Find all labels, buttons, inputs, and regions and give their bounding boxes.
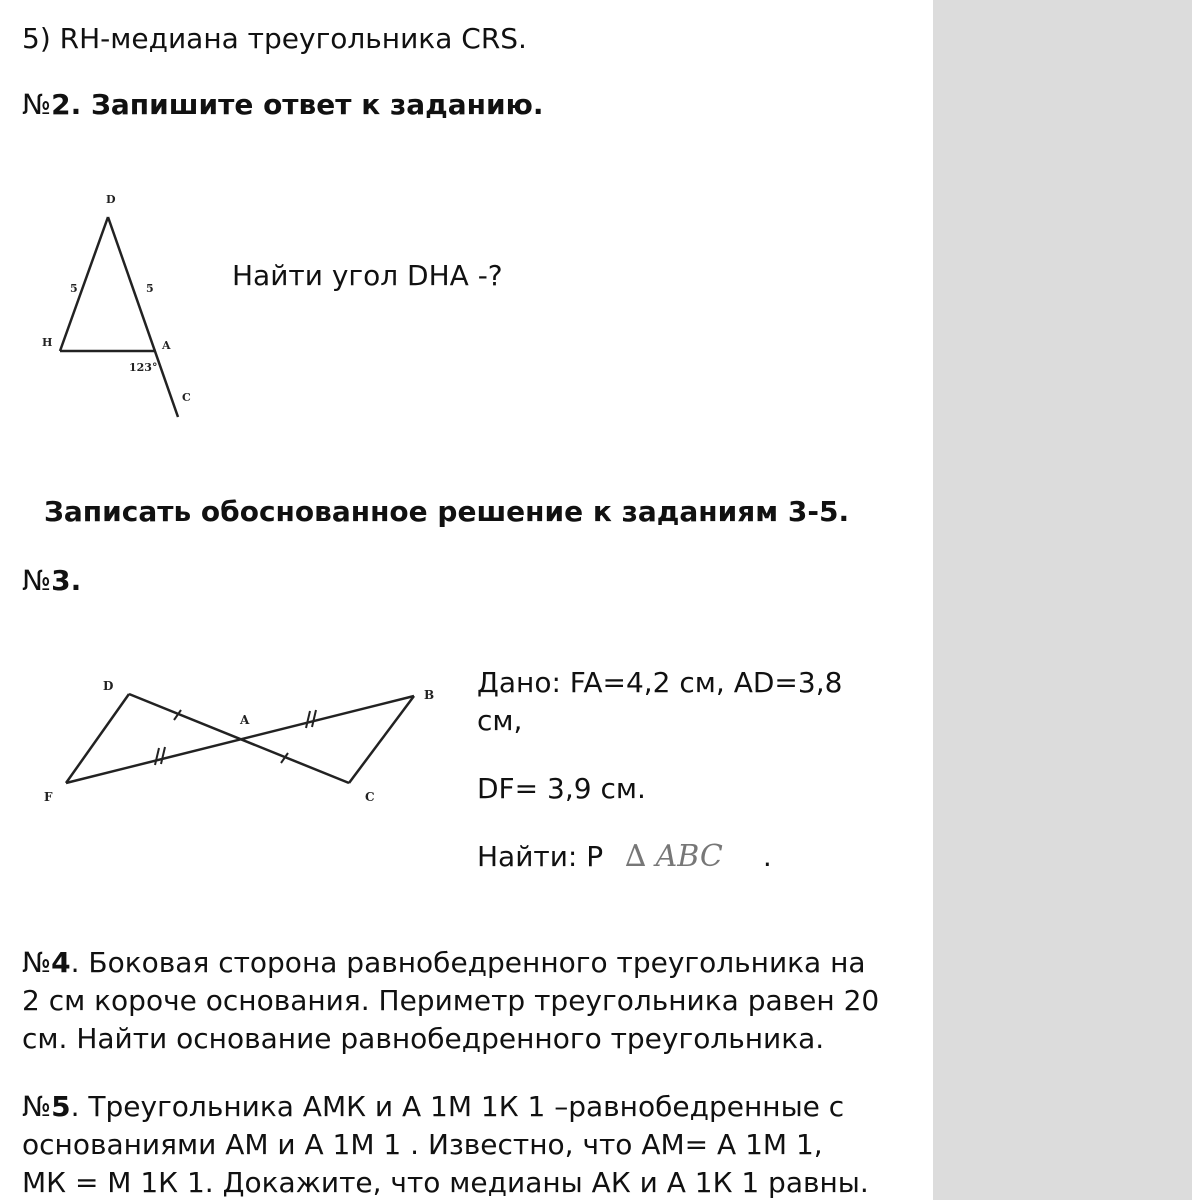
task2-heading-text: 2. Запишите ответ к заданию. (51, 88, 544, 121)
task3-heading (22, 562, 81, 600)
task3-number: 3. (51, 564, 82, 597)
task3-given-line2: см, (477, 704, 523, 737)
label-h: H (42, 336, 53, 349)
task5-line3: МК = М 1К 1. Докажите, что медианы АК и А 1К 1 равны. (22, 1166, 869, 1199)
task3-find-formula: ∆ ABC (625, 839, 723, 874)
label-d: D (103, 679, 114, 693)
side-dh (60, 217, 108, 351)
task3-find (477, 838, 772, 876)
task4-number-sign: № (22, 946, 52, 979)
task2-heading (22, 86, 543, 124)
task2-triangle-figure (30, 185, 210, 420)
side-da-extended (108, 217, 178, 417)
task4-line1-text: . Боковая сторона равнобедренного треугольника на (70, 946, 866, 979)
label-d: D (106, 193, 116, 206)
side-left-length: 5 (70, 282, 78, 295)
task4-number: 4 (51, 946, 71, 979)
task3-figure (35, 670, 455, 810)
task3-number-sign: № (22, 564, 52, 597)
tick-ab-2 (312, 710, 316, 727)
task5-line1-text: . Треугольника АМК и А 1М 1К 1 –равнобедренные с (70, 1090, 845, 1123)
side-right-length: 5 (146, 282, 154, 295)
label-a: A (240, 713, 250, 727)
task3-given-line3: DF= 3,9 см. (477, 772, 646, 805)
tick-fa-2 (161, 747, 165, 764)
tick-fa-1 (155, 748, 159, 765)
task4-line3: см. Найти основание равнобедренного треугольника. (22, 1022, 825, 1055)
task5-line1 (22, 1088, 869, 1126)
section-heading: Записать обоснованное решение к заданиям 3-5. (44, 495, 850, 528)
label-f: F (44, 790, 53, 804)
task5-number: 5 (51, 1090, 71, 1123)
label-c: C (365, 790, 375, 804)
task2-number-sign: № (22, 88, 52, 121)
task5-line2: основаниями АМ и А 1М 1 . Известно, что АМ= А 1М 1, (22, 1128, 823, 1161)
task3-find-prefix: Найти: Р (477, 840, 604, 873)
label-c: C (182, 391, 191, 404)
task4-line2: 2 см короче основания. Периметр треугольника равен 20 (22, 984, 880, 1017)
task2-question: Найти угол DHA -? (232, 259, 503, 292)
task4-paragraph (22, 944, 879, 1058)
task5-paragraph (22, 1088, 869, 1202)
task1-item5: 5) RH-медиана треугольника CRS. (22, 22, 527, 55)
task3-find-suffix: . (762, 840, 772, 873)
label-b: B (424, 688, 435, 702)
task5-number-sign: № (22, 1090, 52, 1123)
label-a: A (162, 339, 171, 352)
angle-label: 123° (129, 361, 158, 374)
task3-given-line1: Дано: FA=4,2 см, AD=3,8 (477, 666, 843, 699)
tick-ab-1 (306, 711, 310, 728)
task4-line1 (22, 944, 879, 982)
right-gray-panel (933, 0, 1192, 1200)
